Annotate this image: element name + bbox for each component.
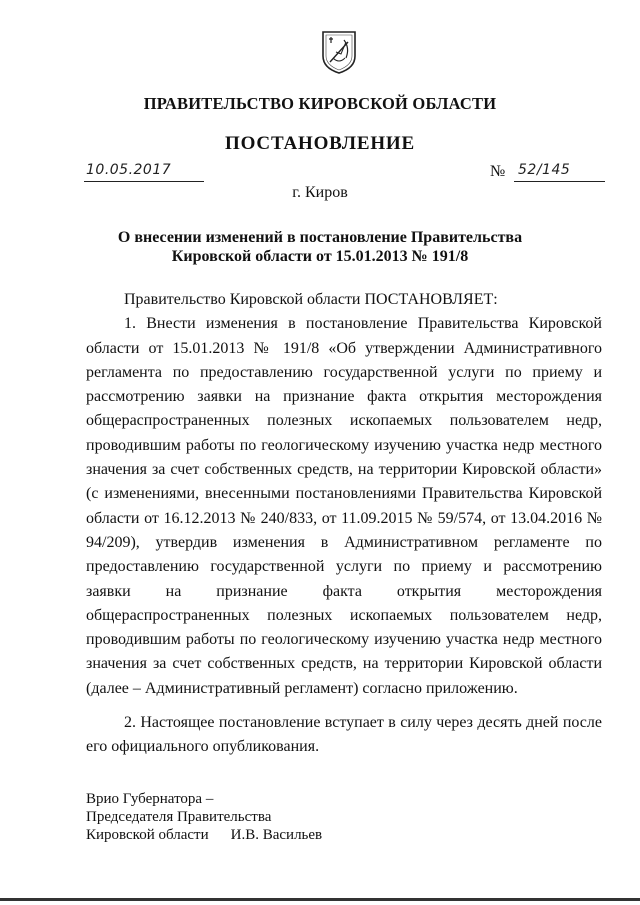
date-underline <box>84 181 204 182</box>
item-1-paragraph: 1. Внести изменения в постановление Правительства Кировской области от 15.01.2013 № 191/8 «Об утверждении Административного регламента по предоставлению государственной услуги по приему и рассмотрению заявки на признание факта открытия месторождения общераспространенных полезных ископаемых пользователем недр, проводившим работы по геологическому изучению участка недр местного значения за счет собственных средств, на территории Кировской области» (с изменениями, внесенными постановлениями Правительства Кировской области от 16.12.2013 № 240/833, от 11.09.2015 № 59/574, от 13.04.2016 № 94/209), утвердив изменения в Административном регламенте по предоставлению государственной услуги по приему и рассмотрению заявки на признание факта открытия месторождения общераспространенных полезных ископаемых пользователем недр, проводившим работы по геологическому изучению участка недр местного значения за счет собственных средств, на территории Кировской области (далее – Административный регламент) согласно приложению. <box>86 315 602 697</box>
kirov-coat-of-arms-icon <box>320 30 358 74</box>
item-2-paragraph: 2. Настоящее постановление вступает в силу через десять дней после его официального опубликования. <box>86 714 602 756</box>
number-sign: № <box>490 163 506 180</box>
signature-region: Кировской области <box>86 827 209 843</box>
document-body <box>86 288 602 760</box>
subject-line-1: О внесении изменений в постановление Правительства <box>117 229 523 246</box>
handwritten-number: 52/145 <box>518 162 571 178</box>
city: г. Киров <box>292 184 348 201</box>
government-title: ПРАВИТЕЛЬСТВО КИРОВСКОЙ ОБЛАСТИ <box>143 94 497 113</box>
signature-line-2: Председателя Правительства <box>86 809 272 825</box>
document-type: ПОСТАНОВЛЕНИЕ <box>225 133 415 154</box>
signatory-name: И.В. Васильев <box>230 827 323 843</box>
signature-line-1: Врио Губернатора – <box>86 791 214 807</box>
signature-block <box>86 790 486 844</box>
number-underline <box>514 181 605 182</box>
lead-paragraph: Правительство Кировской области ПОСТАНОВЛЯЕТ: <box>124 291 498 308</box>
document-subject <box>100 228 540 266</box>
subject-line-2: Кировской области от 15.01.2013 № 191/8 <box>171 248 469 265</box>
date-field <box>84 162 204 182</box>
bottom-scan-edge <box>0 898 640 901</box>
number-field <box>490 162 605 182</box>
handwritten-date: 10.05.2017 <box>86 162 172 178</box>
signature-line-3 <box>86 826 486 844</box>
